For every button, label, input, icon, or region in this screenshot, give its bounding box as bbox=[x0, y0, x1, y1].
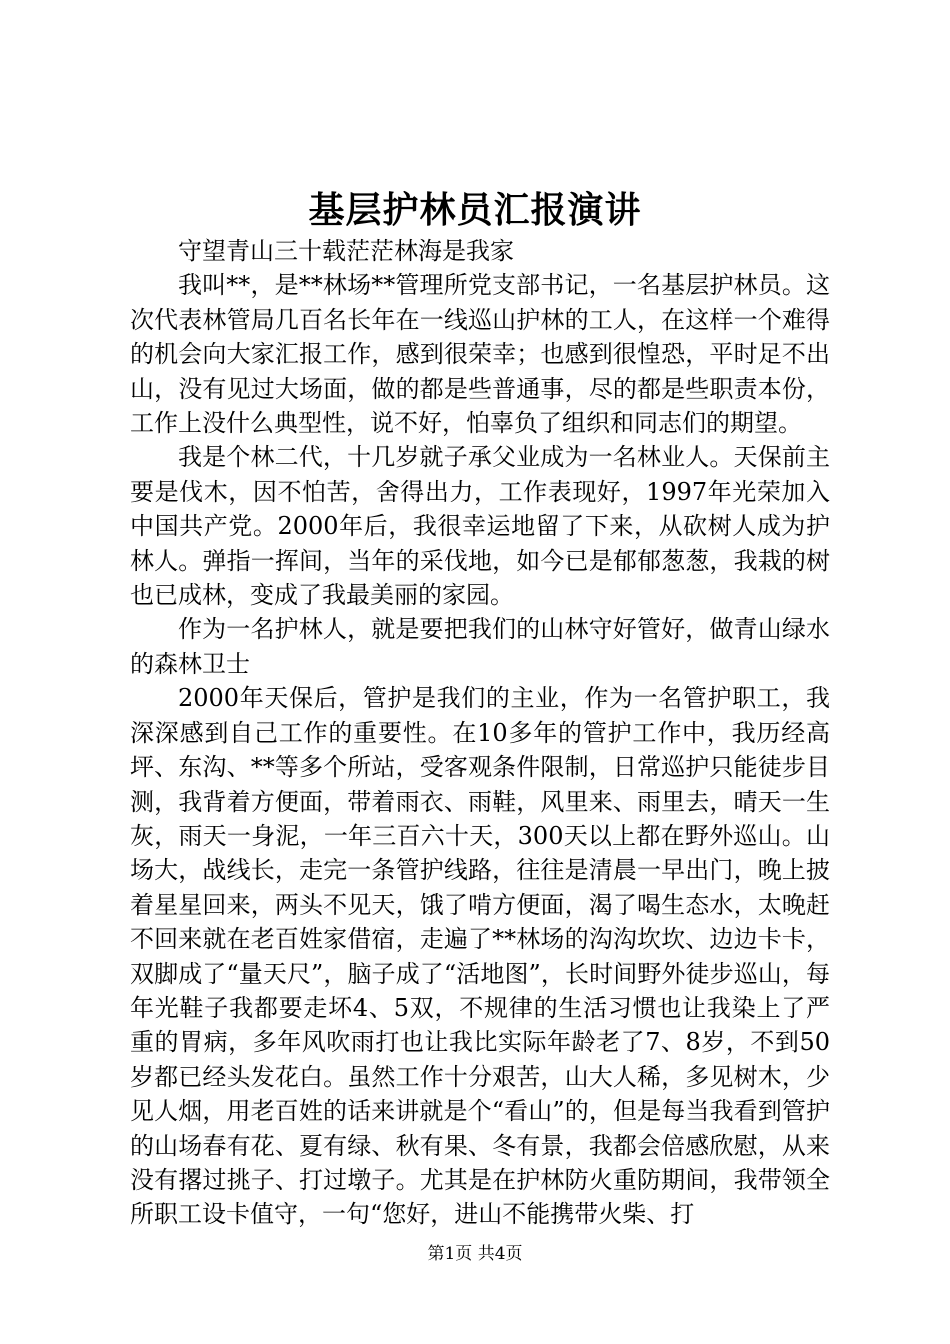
document-title: 基层护林员汇报演讲 bbox=[308, 189, 642, 231]
document-body bbox=[130, 234, 830, 1232]
paragraph-introduction: 我叫**，是**林场**管理所党支部书记，一名基层护林员。这次代表林管局几百名长年在一线巡山护林的工人，在这样一个难得的机会向大家汇报工作，感到很荣幸；也感到很惶恐，平时足不出山，没有见过大场面，做的都是些普通事，尽的都是些职责本份，工作上没什么典型性，说不好，怕辜负了组织和同志们的期望。 bbox=[130, 271, 830, 438]
paragraph-background: 我是个林二代，十几岁就子承父业成为一名林业人。天保前主要是伐木，因不怕苦，舍得出力，工作表现好，1997年光荣加入中国共产党。2000年后，我很幸运地留了下来，从砍树人成为护林人。弹指一挥间，当年的采伐地，如今已是郁郁葱葱，我栽的树也已成林，变成了我最美丽的家园。 bbox=[130, 443, 830, 610]
paragraph-subtitle: 守望青山三十载茫茫林海是我家 bbox=[178, 237, 514, 265]
paragraph-section-heading: 作为一名护林人，就是要把我们的山林守好管好，做青山绿水的森林卫士 bbox=[130, 615, 830, 678]
paragraph-patrol-work: 2000年天保后，管护是我们的主业，作为一名管护职工，我深深感到自己工作的重要性。在10多年的管护工作中，我历经高坪、东沟、**等多个所站，受客观条件限制，日常巡护只能徒步目测，我背着方便面，带着雨衣、雨鞋，风里来、雨里去，晴天一生灰，雨天一身泥，一年三百六十天，300天以上都在野外巡山。山场大，战线长，走完一条管护线路，往往是清晨一早出门，晚上披着星星回来，两头不见天，饿了啃方便面，渴了喝生态水，太晚赶不回来就在老百姓家借宿，走遍了**林场的沟沟坎坎、边边卡卡，双脚成了“量天尺”，脑子成了“活地图”，长时间野外徒步巡山，每年光鞋子我都要走坏4、5双，不规律的生活习惯也让我染上了严重的胃病，多年风吹雨打也让我比实际年龄老了7、8岁，不到50岁都已经头发花白。虽然工作十分艰苦，山大人稀，多见树木，少见人烟，用老百姓的话来讲就是个“看山”的，但是每当我看到管护的山场春有花、夏有绿、秋有果、冬有景，我都会倍感欣慰，从来没有撂过挑子、打过墩子。尤其是在护林防火重防期间，我带领全所职工设卡值守，一句“您好，进山不能携带火柴、打 bbox=[130, 684, 830, 1229]
page-number-footer: 第1页 共4页 bbox=[427, 1244, 523, 1264]
